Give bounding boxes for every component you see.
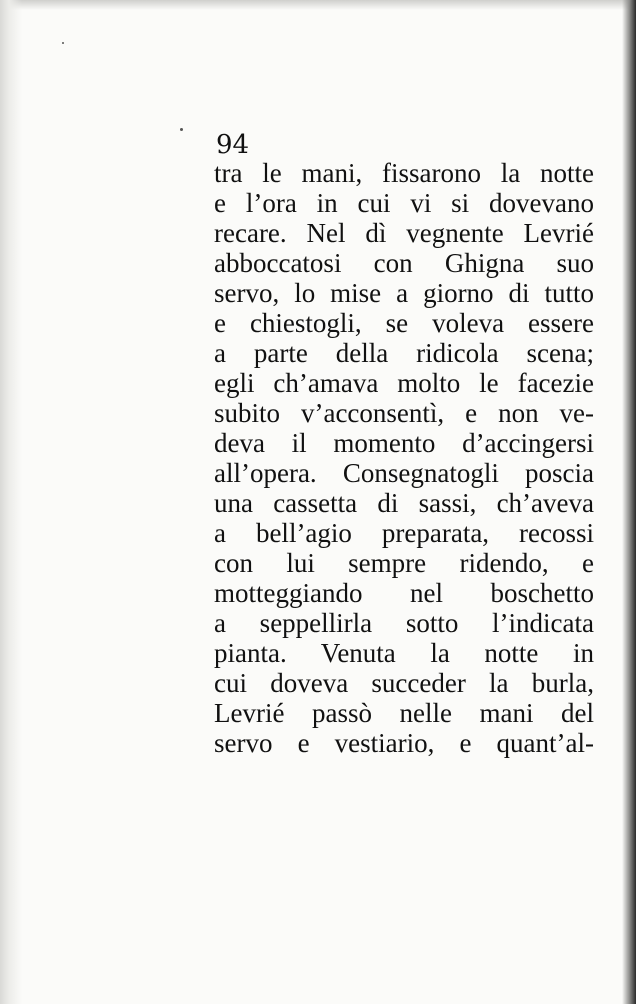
- text-line: motteggiando nel boschetto: [214, 578, 594, 608]
- text-line: e l’ora in cui vi si dovevano: [214, 188, 594, 218]
- text-line: e chiestogli, se voleva essere: [214, 308, 594, 338]
- page-edge-left: [0, 0, 22, 1004]
- text-line: a parte della ridicola scena;: [214, 338, 594, 368]
- text-line: con lui sempre ridendo, e: [214, 548, 594, 578]
- text-line: tra le mani, fissarono la notte: [214, 158, 594, 188]
- text-line: deva il momento d’accingersi: [214, 428, 594, 458]
- text-line: recare. Nel dì vegnente Levrié: [214, 218, 594, 248]
- text-line: a seppellirla sotto l’indicata: [214, 608, 594, 638]
- page-gutter-right: [622, 0, 636, 1004]
- text-line: una cassetta di sassi, ch’aveva: [214, 488, 594, 518]
- page-edge-top: [0, 0, 636, 10]
- text-line: Levrié passò nelle mani del: [214, 698, 594, 728]
- page-number: 94: [216, 130, 250, 160]
- text-line: a bell’agio preparata, recossi: [214, 518, 594, 548]
- text-line: subito v’acconsentì, e non ve-: [214, 398, 594, 428]
- ink-speck: [180, 128, 183, 131]
- text-line: pianta. Venuta la notte in: [214, 638, 594, 668]
- ink-speck: [62, 42, 64, 44]
- text-line: all’opera. Consegnatogli poscia: [214, 458, 594, 488]
- text-line: servo e vestiario, e quant’al-: [214, 728, 594, 758]
- text-line: cui doveva succeder la burla,: [214, 668, 594, 698]
- body-text: [214, 158, 594, 758]
- text-line: egli ch’amava molto le facezie: [214, 368, 594, 398]
- text-line: servo, lo mise a giorno di tutto: [214, 278, 594, 308]
- text-line: abboccatosi con Ghigna suo: [214, 248, 594, 278]
